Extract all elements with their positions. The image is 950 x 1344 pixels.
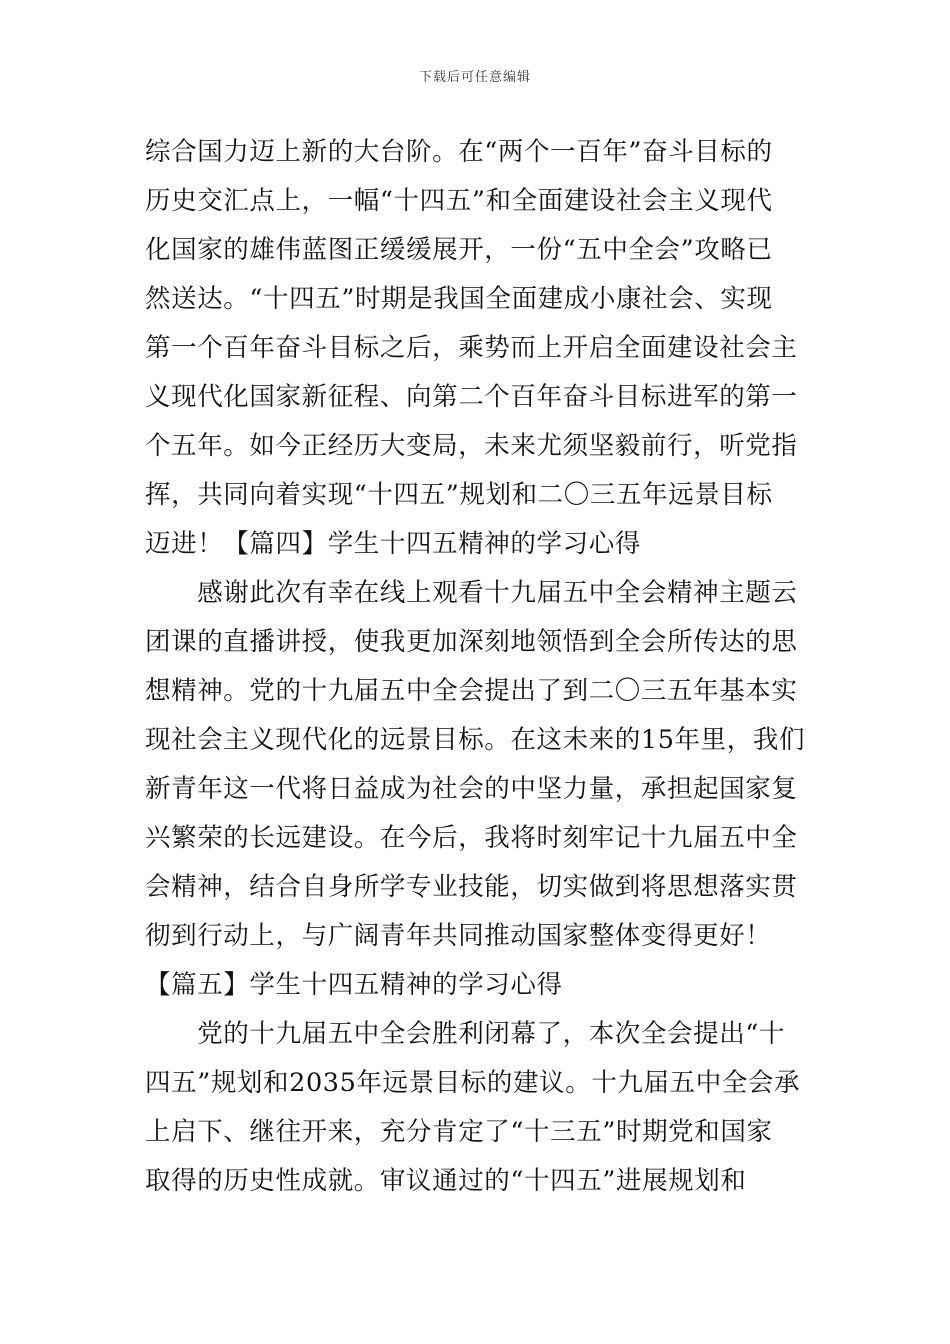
text-line: 化国家的雄伟蓝图正缓缓展开，一份“五中全会”攻略已 [145,235,773,265]
text-line-section-heading: 【篇五】学生十四五精神的学习心得 [145,970,563,1000]
text-line: 第一个百年奋斗目标之后，乘势而上开启全面建设社会主 [145,333,798,363]
text-line: 会精神，结合自身所学专业技能，切实做到将思想落实贯 [145,872,798,902]
text-line-section-heading: 迈进！【篇四】学生十四五精神的学习心得 [145,529,641,559]
text-line: 感谢此次有幸在线上观看十九届五中全会精神主题云 [145,578,798,608]
text-line: 兴繁荣的长远建设。在今后，我将时刻牢记十九届五中全 [145,823,798,853]
text-line: 义现代化国家新征程、向第二个百年奋斗目标进军的第一 [145,382,798,412]
text-line: 历史交汇点上，一幅“十四五”和全面建设社会主义现代 [145,186,773,216]
document-body [145,128,810,1206]
text-line: 党的十九届五中全会胜利闭幕了，本次全会提出“十 [145,1019,786,1049]
text-line: 取得的历史性成就。审议通过的“十四五”进展规划和 [145,1166,747,1196]
text-line: 团课的直播讲授，使我更加深刻地领悟到全会所传达的思 [145,627,798,657]
text-line: 新青年这一代将日益成为社会的中坚力量，承担起国家复 [145,774,798,804]
text-line: 四五”规划和2035年远景目标的建议。十九届五中全会承 [145,1068,801,1098]
text-line: 综合国力迈上新的大台阶。在“两个一百年”奋斗目标的 [145,137,773,167]
text-line: 想精神。党的十九届五中全会提出了到二〇三五年基本实 [145,676,798,706]
page-header: 下载后可任意编辑 [418,70,531,85]
text-line: 彻到行动上，与广阔青年共同推动国家整体变得更好！ [145,921,772,951]
text-line: 现社会主义现代化的远景目标。在这未来的15年里，我们 [145,725,806,755]
text-line: 然送达。“十四五”时期是我国全面建成小康社会、实现 [145,284,773,314]
text-line: 上启下、继往开来，充分肯定了“十三五”时期党和国家 [145,1117,773,1147]
text-line: 个五年。如今正经历大变局，未来尤须坚毅前行，听党指 [145,431,798,461]
text-line: 挥，共同向着实现“十四五”规划和二〇三五年远景目标 [145,480,773,510]
